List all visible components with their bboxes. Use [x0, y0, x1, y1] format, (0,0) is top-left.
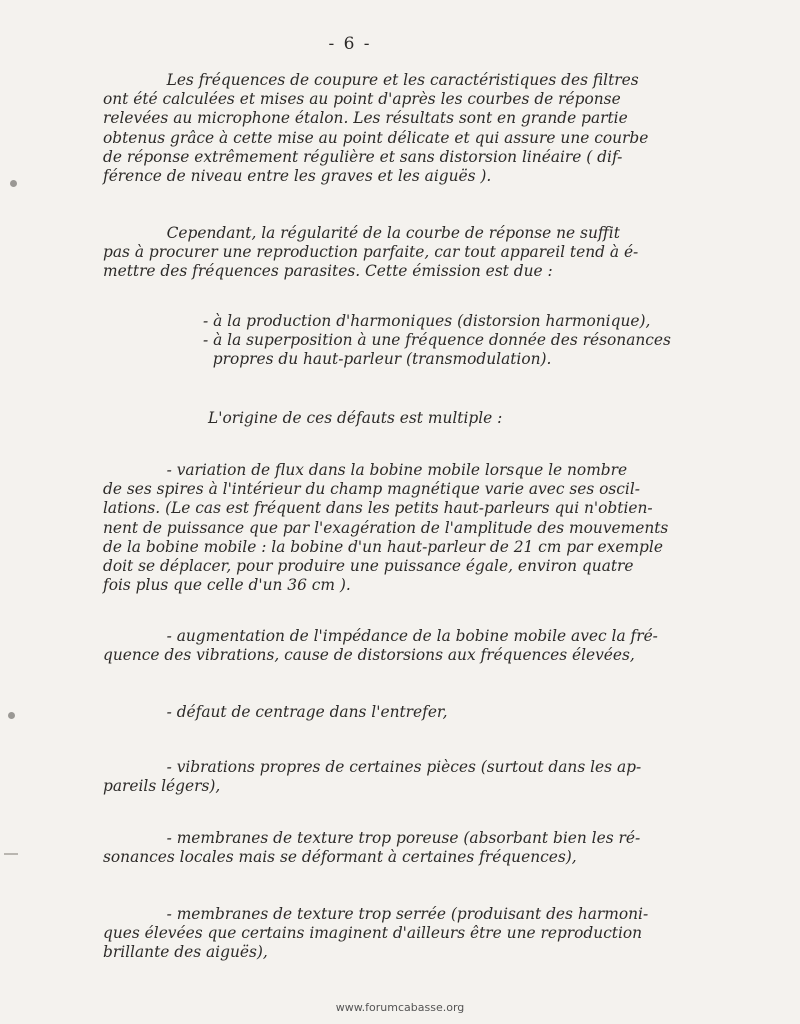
- text-line: lations. (Le cas est fréquent dans les petits haut-parleurs qui n'obtien-: [103, 499, 653, 518]
- dash-list-item: - à la superposition à une fréquence donnée des résonances: [203, 331, 671, 349]
- text-line: sonances locales mais se déformant à certaines fréquences),: [103, 848, 577, 867]
- text-line: brillante des aiguës),: [103, 943, 268, 962]
- text-line: - augmentation de l'impédance de la bobine mobile avec la fré-: [103, 627, 658, 645]
- text-line: Les fréquences de coupure et les caractéristiques des filtres: [103, 71, 639, 89]
- text-line: de réponse extrêmement régulière et sans distorsion linéaire ( dif-: [103, 147, 623, 166]
- text-line: nent de puissance que par l'exagération de l'amplitude des mouvements: [103, 518, 669, 537]
- text-line: - membranes de texture trop serrée (produisant des harmoni-: [103, 905, 649, 923]
- text-line: - défaut de centrage dans l'entrefer,: [103, 703, 448, 721]
- text-line: - membranes de texture trop poreuse (absorbant bien les ré-: [103, 829, 641, 847]
- defect-flux: [103, 461, 733, 595]
- punch-hole-mark: [10, 180, 17, 187]
- dash-list-item: propres du haut-parleur (transmodulation).: [203, 350, 552, 368]
- text-line: de la bobine mobile : la bobine d'un haut-parleur de 21 cm par exemple: [103, 537, 663, 556]
- text-line: quence des vibrations, cause de distorsions aux fréquences élevées,: [103, 646, 635, 665]
- defect-tight-membranes: [103, 905, 733, 963]
- text-line: de ses spires à l'intérieur du champ magnétique varie avec ses oscil-: [103, 480, 640, 499]
- punch-hole-mark: [8, 712, 15, 719]
- text-line: - vibrations propres de certaines pièces (surtout dans les ap-: [103, 758, 642, 776]
- text-line: mettre des fréquences parasites. Cette émission est due :: [103, 262, 553, 281]
- paragraph-regularity: [103, 224, 733, 282]
- text-line: ques élevées que certains imaginent d'ailleurs être une reproduction: [103, 924, 643, 943]
- text-line: obtenus grâce à cette mise au point délicate et qui assure une courbe: [103, 128, 649, 147]
- text-line: relevées au microphone étalon. Les résultats sont en grande partie: [103, 109, 628, 128]
- paragraph-filters: [103, 71, 733, 186]
- dash-list-item: - à la production d'harmoniques (distorsion harmonique),: [203, 312, 651, 330]
- text-line: Cependant, la régularité de la courbe de réponse ne suffit: [103, 224, 620, 242]
- scan-mark: [4, 853, 18, 855]
- origin-intro: L'origine de ces défauts est multiple :: [208, 409, 503, 427]
- text-line: - variation de flux dans la bobine mobile lorsque le nombre: [103, 461, 628, 479]
- text-line: férence de niveau entre les graves et les aiguës ).: [103, 167, 492, 186]
- defect-porous-membranes: [103, 829, 733, 867]
- defect-centering: [103, 703, 733, 722]
- text-line: pareils légers),: [103, 777, 221, 796]
- text-line: ont été calculées et mises au point d'après les courbes de réponse: [103, 90, 621, 109]
- defect-impedance: [103, 627, 733, 665]
- text-line: doit se déplacer, pour produire une puissance égale, environ quatre: [103, 557, 634, 576]
- text-line: pas à procurer une reproduction parfaite, car tout appareil tend à é-: [103, 243, 639, 262]
- footer-watermark: www.forumcabasse.org: [335, 1001, 465, 1014]
- text-line: fois plus que celle d'un 36 cm ).: [103, 576, 351, 595]
- defect-vibrations: [103, 758, 733, 796]
- page-number: - 6 -: [328, 34, 372, 54]
